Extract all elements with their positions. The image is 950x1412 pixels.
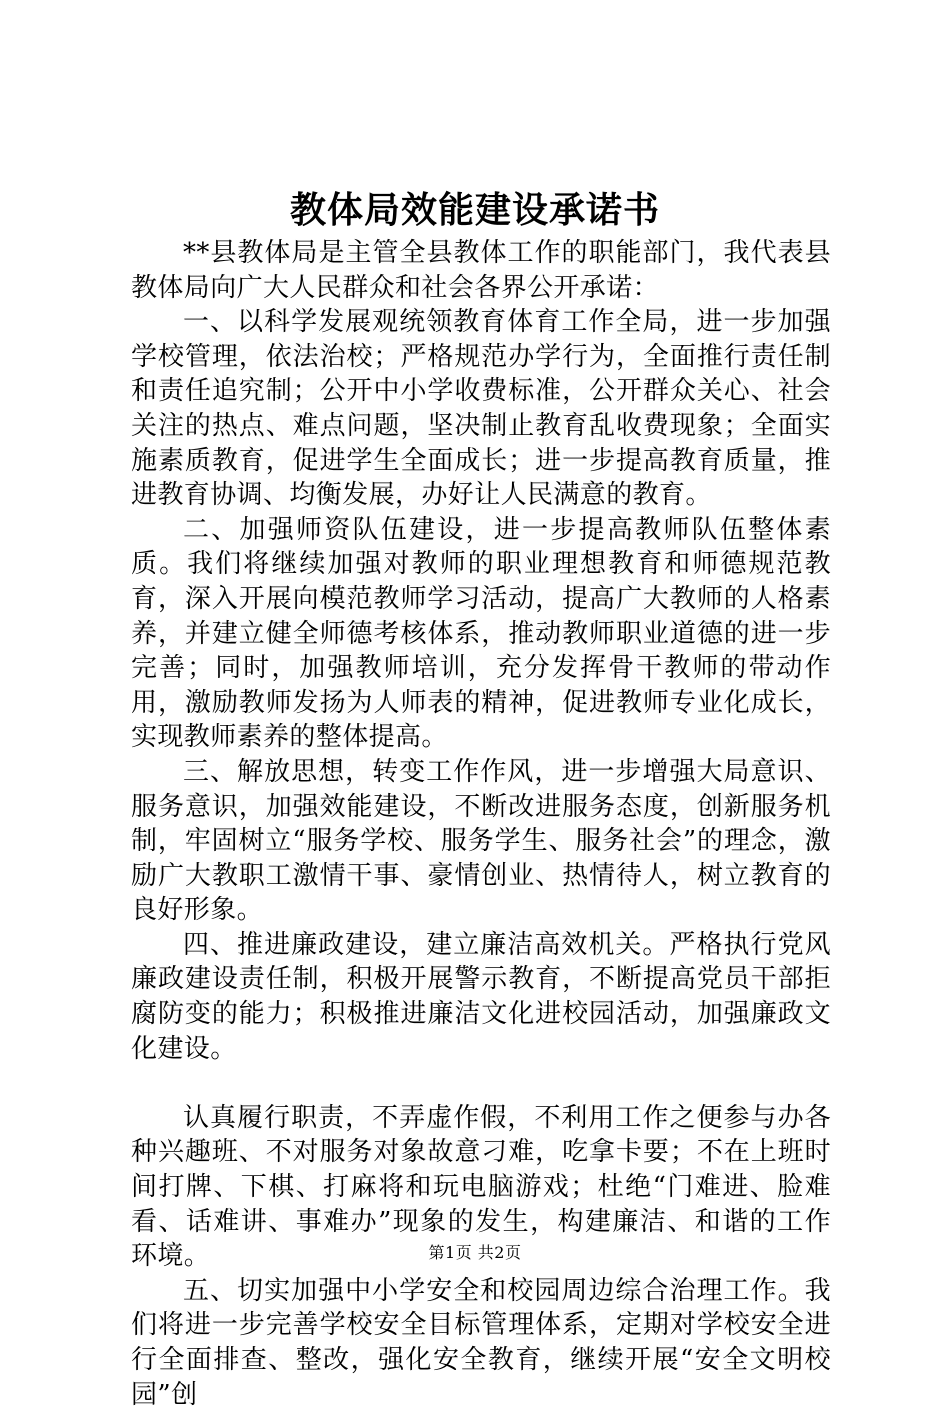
document-body [131, 236, 831, 1412]
paragraph-item-4: 四、推进廉政建设，建立廉洁高效机关。严格执行党风廉政建设责任制，积极开展警示教育，不断提高党员干部拒腐防变的能力；积极推进廉洁文化进校园活动，加强廉政文化建设。 [131, 929, 831, 1064]
paragraph-duties: 认真履行职责，不弄虚作假，不利用工作之便参与办各种兴趣班、不对服务对象故意刁难，吃拿卡要；不在上班时间打牌、下棋、打麻将和玩电脑游戏；杜绝“门难进、脸难看、话难讲、事难办”现象的发生，构建廉洁、和谐的工作环境。 [131, 1102, 831, 1272]
paragraph-item-3: 三、解放思想，转变工作作风，进一步增强大局意识、服务意识，加强效能建设，不断改进服务态度，创新服务机制，牢固树立“服务学校、服务学生、服务社会”的理念，激励广大教职工激情干事、豪情创业、热情待人，树立教育的良好形象。 [131, 756, 831, 926]
document-title: 教体局效能建设承诺书 [289, 189, 660, 231]
paragraph-item-5: 五、切实加强中小学安全和校园周边综合治理工作。我们将进一步完善学校安全目标管理体系，定期对学校安全进行全面排查、整改，强化安全教育，继续开展“安全文明校园”创 [131, 1275, 831, 1410]
page-number-footer: 第1页 共2页 [428, 1243, 522, 1262]
paragraph-item-1: 一、以科学发展观统领教育体育工作全局，进一步加强学校管理，依法治校；严格规范办学行为，全面推行责任制和责任追究制；公开中小学收费标准，公开群众关心、社会关注的热点、难点问题，坚决制止教育乱收费现象；全面实施素质教育，促进学生全面成长；进一步提高教育质量，推进教育协调、均衡发展，办好让人民满意的教育。 [131, 307, 831, 511]
paragraph-item-2: 二、加强师资队伍建设，进一步提高教师队伍整体素质。我们将继续加强对教师的职业理想教育和师德规范教育，深入开展向模范教师学习活动，提高广大教师的人格素养，并建立健全师德考核体系，推动教师职业道德的进一步完善；同时，加强教师培训，充分发挥骨干教师的带动作用，激励教师发扬为人师表的精神，促进教师专业化成长，实现教师素养的整体提高。 [131, 514, 831, 753]
paragraph-intro: **县教体局是主管全县教体工作的职能部门，我代表县教体局向广大人民群众和社会各界公开承诺： [131, 238, 831, 303]
